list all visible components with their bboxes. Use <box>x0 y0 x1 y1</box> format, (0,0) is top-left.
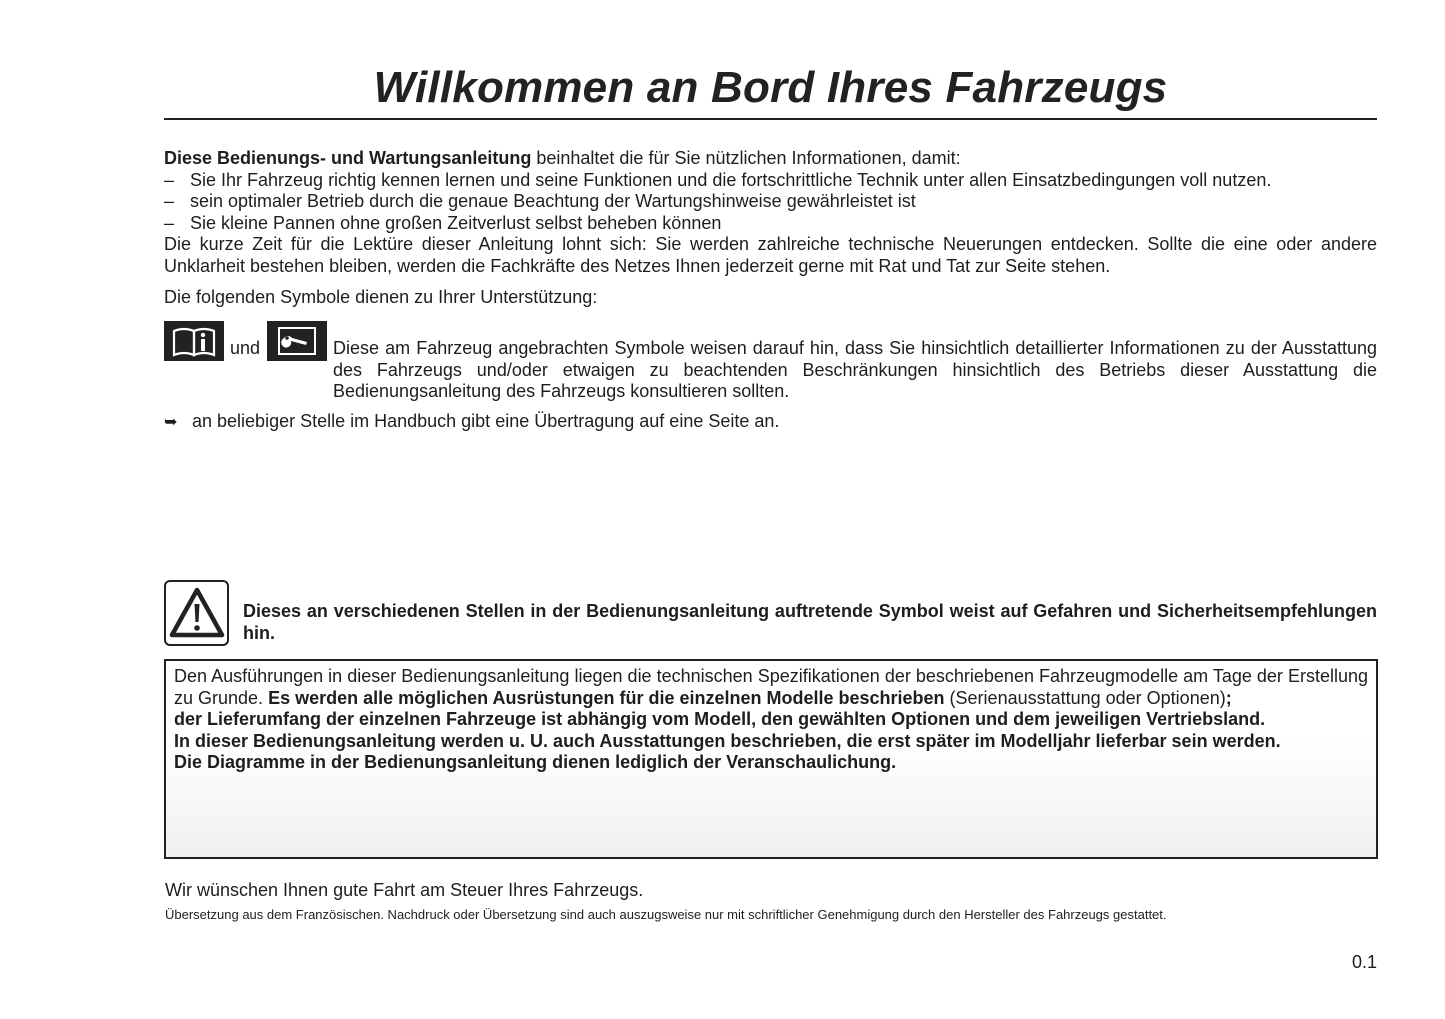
dash-marker: – <box>164 169 175 190</box>
title-rule <box>164 118 1377 120</box>
dash-marker: – <box>164 191 175 211</box>
intro-item-text: Sie Ihr Fahrzeug richtig kennen lernen und seine Funktionen und die fortschrittliche Technik unter allen Einsatzbedingungen voll nutzen. <box>190 169 1272 190</box>
spec-text-bold: ; <box>1225 687 1232 708</box>
dash-marker: – <box>164 212 175 233</box>
symbols-row <box>164 321 1377 405</box>
copyright-notice: Übersetzung aus dem Französischen. Nachdruck oder Übersetzung sind auch auszugsweise nur mit schriftlicher Genehmigung durch den Hersteller des Fahrzeugs gestattet. <box>165 907 1167 922</box>
spec-paragraph <box>174 666 1368 709</box>
arrow-note-text: an beliebiger Stelle im Handbuch gibt eine Übertragung auf eine Seite an. <box>192 411 780 431</box>
spec-text-bold: Es werden alle möglichen Ausrüstungen für die einzelnen Modelle beschrieben <box>268 687 945 708</box>
warning-triangle-icon <box>164 580 229 646</box>
symbols-lead: Die folgenden Symbole dienen zu Ihrer Unterstützung: <box>164 287 598 307</box>
intro-lead-rest: beinhaltet die für Sie nützlichen Informationen, damit: <box>531 148 961 168</box>
intro-lead <box>164 148 1377 170</box>
book-info-icon <box>164 321 224 361</box>
arrow-note <box>164 411 1377 434</box>
warning-text: Dieses an verschiedenen Stellen in der Bedienungsanleitung auftretende Symbol weist auf Gefahren und Sicherheitsempfehlungen hin. <box>243 601 1377 643</box>
wrench-icon <box>267 321 327 361</box>
symbols-connector: und <box>230 338 261 358</box>
intro-section <box>164 148 1377 277</box>
intro-closing: Die kurze Zeit für die Lektüre dieser Anleitung lohnt sich: Sie werden zahlreiche technische Neuerungen entdecken. Sollte die eine oder andere Unklarheit bestehen bleiben, werden die Fachkräfte des Netzes Ihnen jederzeit gerne mit Rat und Tat zur Seite stehen. <box>164 234 1377 276</box>
intro-item-text: sein optimaler Betrieb durch die genaue Beachtung der Wartungshinweise gewährleistet ist <box>190 191 916 211</box>
page-title: Willkommen an Bord Ihres Fahrzeugs <box>373 63 1168 112</box>
spec-text: Den Ausführungen in dieser Bedienungsanleitung liegen die technischen Spezifikationen der beschriebenen Fahrzeugmodelle am Tage der Erstellung zu Grunde. <box>174 666 1368 708</box>
spec-line: Die Diagramme in der Bedienungsanleitung dienen lediglich der Veranschaulichung. <box>174 752 897 772</box>
intro-list-item <box>164 170 1377 192</box>
page-number: 0.1 <box>1351 952 1377 972</box>
intro-lead-bold: Diese Bedienungs- und Wartungsanleitung <box>164 148 532 168</box>
spec-line: In dieser Bedienungsanleitung werden u. U. auch Ausstattungen beschrieben, die erst später im Modelljahr lieferbar sein werden. <box>174 730 1281 751</box>
intro-list-item <box>164 213 1377 235</box>
specification-box <box>164 659 1378 859</box>
spec-text: (Serienausstattung oder Optionen) <box>944 687 1226 708</box>
warning-row <box>164 580 1377 650</box>
closing-wish: Wir wünschen Ihnen gute Fahrt am Steuer Ihres Fahrzeugs. <box>165 880 644 900</box>
intro-list-item <box>164 191 1377 213</box>
intro-item-text: Sie kleine Pannen ohne großen Zeitverlust selbst beheben können <box>190 212 722 233</box>
arrow-icon: ➥ <box>164 414 178 431</box>
symbols-description: Diese am Fahrzeug angebrachten Symbole weisen darauf hin, dass Sie hinsichtlich detaillierter Informationen zu der Ausstattung des Fahrzeugs und/oder etwaigen zu beachtenden Beschränkungen hinsichtlich des Betriebs dieser Ausstattung die Bedienungsanleitung des Fahrzeugs konsultieren sollten. <box>333 338 1377 401</box>
spec-line: der Lieferumfang der einzelnen Fahrzeuge ist abhängig vom Modell, den gewählten Optionen und dem jeweiligen Vertriebsland. <box>174 709 1266 729</box>
